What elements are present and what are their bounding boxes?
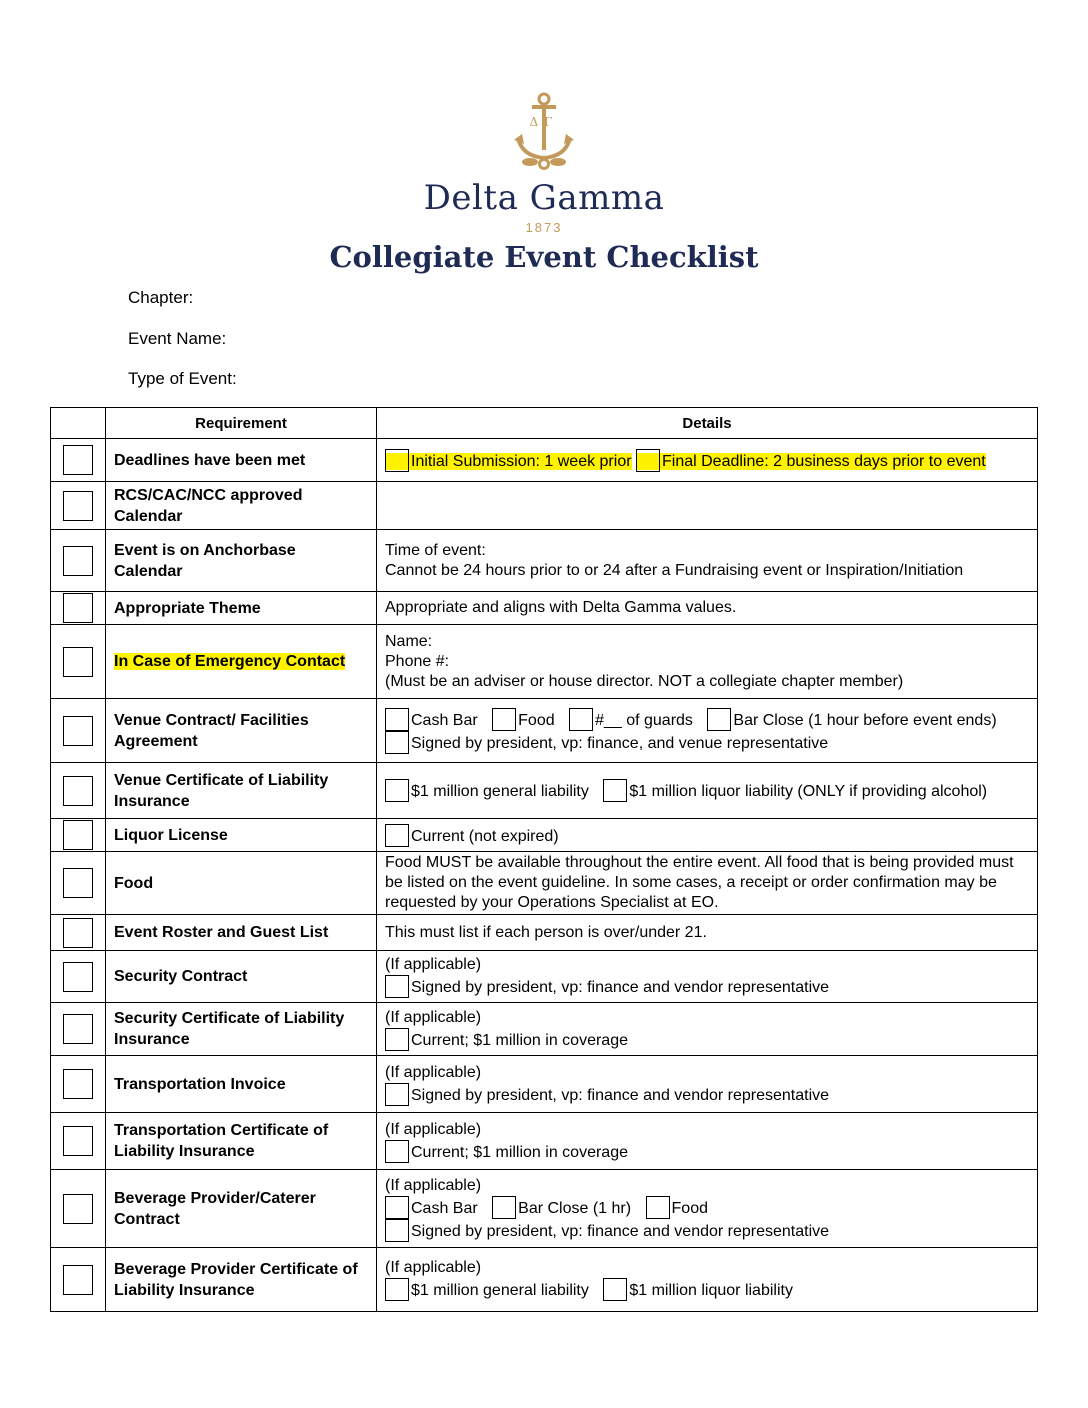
option-label: Bar Close (1 hr) xyxy=(518,1199,632,1217)
table-row xyxy=(51,1056,1038,1113)
row-checkbox[interactable] xyxy=(63,1126,93,1156)
details-cell xyxy=(377,530,1038,592)
details-cell xyxy=(377,1248,1038,1312)
requirement-label: Transportation Certificate of Liability Insurance xyxy=(106,1113,377,1170)
detail-line: Name: xyxy=(385,632,433,650)
option-label: Current; $1 million in coverage xyxy=(411,1031,628,1049)
header-requirement: Requirement xyxy=(106,408,377,439)
table-row xyxy=(51,1248,1038,1312)
row-checkbox[interactable] xyxy=(63,1265,93,1295)
table-row xyxy=(51,1170,1038,1248)
table-row xyxy=(51,592,1038,625)
details-cell xyxy=(377,819,1038,852)
details-cell xyxy=(377,1003,1038,1056)
header-checkbox-cell xyxy=(51,408,106,439)
anchor-icon xyxy=(512,92,576,172)
option-label: Cash Bar xyxy=(411,711,478,729)
details-cell xyxy=(377,1056,1038,1113)
requirement-label: Deadlines have been met xyxy=(106,439,377,482)
option-label: Bar Close (1 hour before event ends) xyxy=(733,711,997,729)
requirement-label: Security Contract xyxy=(106,951,377,1003)
option-label: Food xyxy=(518,711,555,729)
option-checkbox[interactable] xyxy=(385,1083,409,1106)
details-cell: Appropriate and aligns with Delta Gamma values. xyxy=(377,592,1038,625)
table-row xyxy=(51,439,1038,482)
table-row xyxy=(51,530,1038,592)
table-row xyxy=(51,1113,1038,1170)
option-checkbox[interactable] xyxy=(385,1028,409,1051)
detail-line: Time of event: xyxy=(385,541,486,559)
row-checkbox[interactable] xyxy=(63,491,93,521)
detail-line: (If applicable) xyxy=(385,1120,482,1138)
details-cell xyxy=(377,1170,1038,1248)
table-row xyxy=(51,915,1038,951)
checklist-table xyxy=(50,407,1038,1312)
requirement-label: Beverage Provider Certificate of Liability Insurance xyxy=(106,1248,377,1312)
row-checkbox[interactable] xyxy=(63,868,93,898)
row-checkbox[interactable] xyxy=(63,962,93,992)
option-label: $1 million general liability xyxy=(411,783,589,800)
table-row xyxy=(51,763,1038,819)
table-row xyxy=(51,951,1038,1003)
row-checkbox[interactable] xyxy=(63,445,93,475)
details-cell xyxy=(377,763,1038,819)
option-checkbox[interactable] xyxy=(385,824,409,847)
option-label: Cash Bar xyxy=(411,1199,478,1217)
requirement-label: Security Certificate of Liability Insurance xyxy=(106,1003,377,1056)
table-row xyxy=(51,1003,1038,1056)
detail-line: Phone #: xyxy=(385,652,450,670)
option-checkbox[interactable] xyxy=(636,449,660,472)
row-checkbox[interactable] xyxy=(63,1194,93,1224)
requirement-cell xyxy=(106,625,377,699)
detail-line: (If applicable) xyxy=(385,1063,482,1081)
detail-line: (If applicable) xyxy=(385,1008,482,1026)
requirement-label: Venue Certificate of Liability Insurance xyxy=(106,763,377,819)
option-checkbox[interactable] xyxy=(492,1196,516,1219)
requirement-label: In Case of Emergency Contact xyxy=(114,653,346,670)
option-label: $1 million liquor liability (ONLY if providing alcohol) xyxy=(629,783,988,800)
details-cell xyxy=(377,439,1038,482)
option-label: Signed by president, vp: finance, and venue representative xyxy=(411,734,829,752)
logo xyxy=(0,92,1088,235)
row-checkbox[interactable] xyxy=(63,546,93,576)
details-cell xyxy=(377,1113,1038,1170)
page-title: Collegiate Event Checklist xyxy=(329,240,759,274)
option-label: Signed by president, vp: finance and vendor representative xyxy=(411,1222,830,1240)
details-cell xyxy=(377,699,1038,763)
option-checkbox[interactable] xyxy=(492,708,516,731)
detail-line: Cannot be 24 hours prior to or 24 after a Fundraising event or Inspiration/Initiation xyxy=(385,561,964,579)
option-checkbox[interactable] xyxy=(385,708,409,731)
option-checkbox[interactable] xyxy=(569,708,593,731)
greek-letters: ΔΓ xyxy=(529,115,559,129)
details-cell: This must list if each person is over/under 21. xyxy=(377,915,1038,951)
row-checkbox[interactable] xyxy=(63,716,93,746)
details-cell xyxy=(377,482,1038,530)
option-checkbox[interactable] xyxy=(385,1196,409,1219)
requirement-label: Event is on Anchorbase Calendar xyxy=(106,530,377,592)
table-row xyxy=(51,625,1038,699)
table-row xyxy=(51,699,1038,763)
option-label: Signed by president, vp: finance and vendor representative xyxy=(411,1086,830,1104)
table-row xyxy=(51,482,1038,530)
row-checkbox[interactable] xyxy=(63,647,93,677)
option-checkbox[interactable] xyxy=(385,731,409,754)
option-label: Signed by president, vp: finance and vendor representative xyxy=(411,979,830,996)
details-cell xyxy=(377,625,1038,699)
details-cell: Food MUST be available throughout the entire event. All food that is being provided must be listed on the event guideline. In some cases, a receipt or order confirmation may be requested by your Operations Specialist at EO. xyxy=(377,852,1038,915)
requirement-label: RCS/CAC/NCC approved Calendar xyxy=(106,482,377,530)
table-row xyxy=(51,852,1038,915)
option-label: Initial Submission: 1 week prior xyxy=(411,452,632,470)
option-label: #__ of guards xyxy=(595,711,693,729)
option-label: Final Deadline: 2 business days prior to event xyxy=(662,452,986,470)
table-header-row xyxy=(51,408,1038,439)
option-checkbox[interactable] xyxy=(646,1196,670,1219)
details-cell xyxy=(377,951,1038,1003)
requirement-label: Beverage Provider/Caterer Contract xyxy=(106,1170,377,1248)
header-details: Details xyxy=(377,408,1038,439)
detail-line: (Must be an adviser or house director. NOT a collegiate chapter member) xyxy=(385,672,904,690)
chapter-label: Chapter: xyxy=(128,288,194,307)
requirement-label: Appropriate Theme xyxy=(106,592,377,625)
option-checkbox[interactable] xyxy=(385,449,409,472)
detail-line: (If applicable) xyxy=(385,1176,482,1194)
option-label: Food xyxy=(671,1199,708,1217)
row-checkbox[interactable] xyxy=(63,1069,93,1099)
row-checkbox[interactable] xyxy=(63,1014,93,1044)
row-checkbox[interactable] xyxy=(63,593,93,623)
option-checkbox[interactable] xyxy=(385,1278,409,1301)
option-checkbox[interactable] xyxy=(385,975,409,998)
row-checkbox[interactable] xyxy=(63,918,93,948)
row-checkbox[interactable] xyxy=(63,776,93,806)
brand-year: 1873 xyxy=(525,220,563,235)
option-label: $1 million liquor liability xyxy=(629,1282,793,1299)
requirement-label: Food xyxy=(106,852,377,915)
option-label: $1 million general liability xyxy=(411,1282,589,1299)
option-checkbox[interactable] xyxy=(603,779,627,802)
option-checkbox[interactable] xyxy=(385,1219,409,1242)
requirement-label: Venue Contract/ Facilities Agreement xyxy=(106,699,377,763)
detail-line: (If applicable) xyxy=(385,1259,482,1276)
requirement-label: Transportation Invoice xyxy=(106,1056,377,1113)
option-checkbox[interactable] xyxy=(603,1278,627,1301)
option-label: Current (not expired) xyxy=(411,827,559,845)
option-checkbox[interactable] xyxy=(385,1140,409,1163)
event-type-label: Type of Event: xyxy=(128,369,237,388)
option-checkbox[interactable] xyxy=(385,779,409,802)
requirement-label: Event Roster and Guest List xyxy=(106,915,377,951)
detail-line: (If applicable) xyxy=(385,956,482,973)
row-checkbox[interactable] xyxy=(63,820,93,850)
option-label: Current; $1 million in coverage xyxy=(411,1143,628,1161)
option-checkbox[interactable] xyxy=(707,708,731,731)
requirement-label: Liquor License xyxy=(106,819,377,852)
event-name-label: Event Name: xyxy=(128,329,227,348)
brand-name: Delta Gamma xyxy=(423,178,665,218)
table-row xyxy=(51,819,1038,852)
